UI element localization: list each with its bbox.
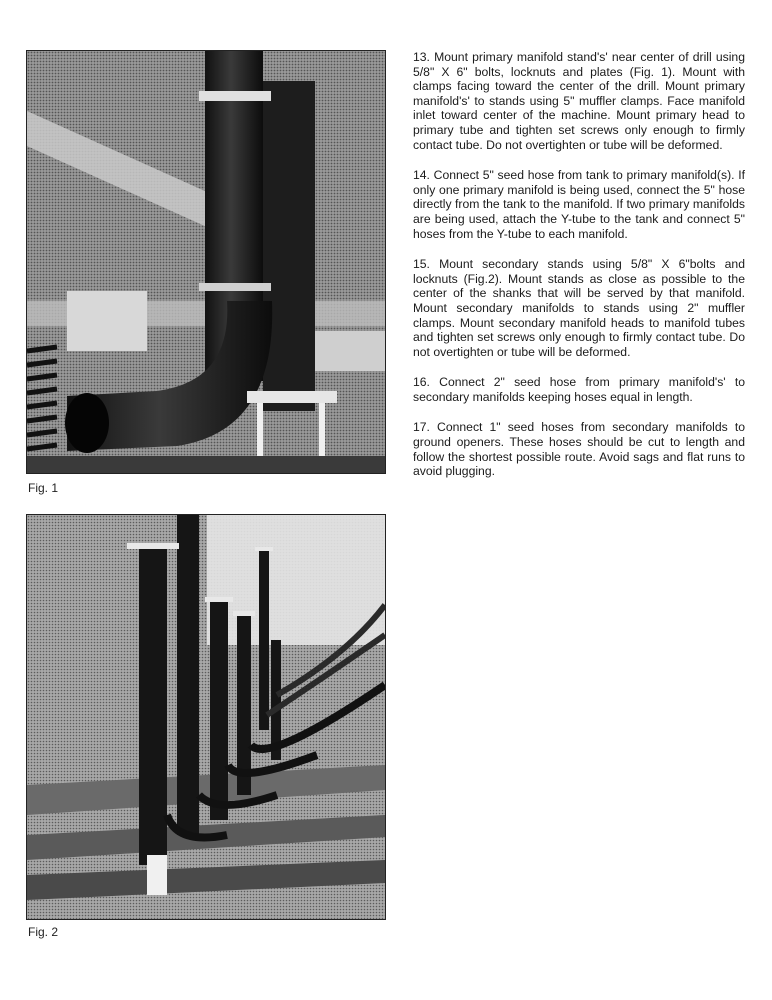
figure-1-photo	[26, 50, 386, 474]
figure-2-photo	[26, 514, 386, 920]
step-16: 16. Connect 2" seed hose from primary manifold's' to secondary manifolds keeping hoses equal in length.	[413, 375, 745, 404]
step-15: 15. Mount secondary stands using 5/8" X 6"bolts and locknuts (Fig.2). Mount stands as close as possible to the center of the shanks that will be served by that manifold. Mount secondary manifolds to stands using 2" muffler clamps. Mount secondary manifold heads to manifold tubes and tighten set screws only enough to firmly contact tube. Do not overtighten or tube will be deformed.	[413, 257, 745, 359]
figure-1-caption: Fig. 1	[28, 481, 59, 495]
figure-2-caption: Fig. 2	[28, 925, 59, 939]
step-17: 17. Connect 1" seed hoses from secondary manifolds to ground openers. These hoses should be cut to length and follow the shortest possible route. Avoid sags and flat runs to avoid plugging.	[413, 420, 745, 479]
instruction-steps	[413, 50, 745, 495]
step-13: 13. Mount primary manifold stand's' near center of drill using 5/8" X 6" bolts, locknuts and plates (Fig. 1). Mount with clamps facing toward the center of the drill. Mount primary manifold's' to stands using 5" muffler clamps. Face manifold inlet toward center of the machine. Mount primary head to primary tube and tighten set screws only enough to firmly contact tube. Do not overtighten or tube will be deformed.	[413, 50, 745, 152]
step-14: 14. Connect 5" seed hose from tank to primary manifold(s). If only one primary manifold is being used, connect the 5" hose directly from the tank to the manifold. If two primary manifolds are being used, attach the Y-tube to the tank and connect 5" hoses from the Y-tube to each manifold.	[413, 168, 745, 241]
fig2-secondary-manifolds-image	[27, 515, 385, 919]
fig1-manifold-stand-image	[27, 51, 385, 473]
